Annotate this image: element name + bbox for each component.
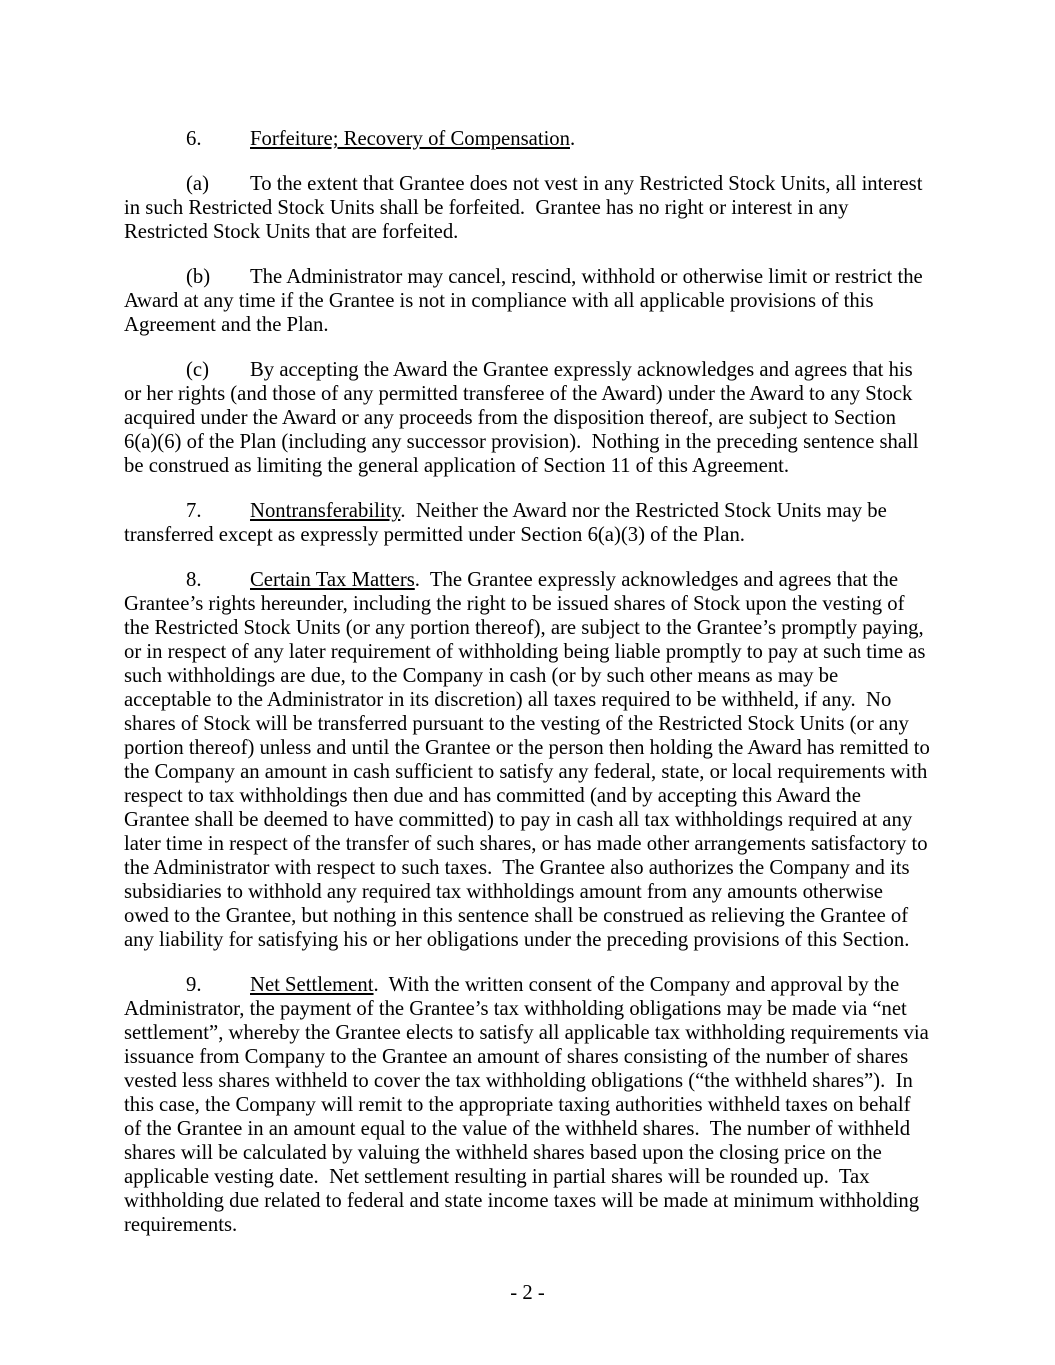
section-6-number: 6. bbox=[186, 128, 202, 150]
section-7-body: . Neither the Award nor the Restricted Stock Units may be transferred except as expressly permitted under Section 6(a)(3) of the Plan. bbox=[124, 500, 892, 546]
paragraph-6a bbox=[124, 172, 930, 244]
section-6-title-period: . bbox=[570, 128, 576, 150]
paragraph-6b-text: The Administrator may cancel, rescind, withhold or otherwise limit or restrict the Award at any time if the Grantee is not in compliance with all applicable provisions of this Agreement and the Plan. bbox=[124, 266, 927, 336]
paragraph-6c bbox=[124, 358, 930, 478]
section-7-title: Nontransferability bbox=[250, 500, 401, 522]
paragraph-6c-text: By accepting the Award the Grantee expressly acknowledges and agrees that his or her rights (and those of any permitted transferee of the Award) under the Award to any Stock acquired under the Award or any proceeds from the disposition thereof, are subject to Section 6(a)(6) of the Plan (including any successor provision). Nothing in the preceding sentence shall be construed as limiting the general application of Section 11 of this Agreement. bbox=[124, 359, 924, 477]
section-7-paragraph bbox=[124, 499, 930, 547]
section-9-paragraph bbox=[124, 973, 934, 1237]
paragraph-6a-text: To the extent that Grantee does not vest in any Restricted Stock Units, all interest in such Restricted Stock Units shall be forfeited. Grantee has no right or interest in any Restricted Stock Units that are forfeited. bbox=[124, 173, 928, 243]
section-8-paragraph bbox=[124, 568, 936, 952]
section-9-body: . With the written consent of the Company and approval by the Administrator, the payment of the Grantee’s tax withholding obligations may be made via “net settlement”, whereby the Grantee elects to satisfy all applicable tax withholding requirements via issuance from Company to the Grantee an amount of shares consisting of the number of shares vested less shares withheld to cover the tax withholding obligations (“the withheld shares”). In this case, the Company will remit to the appropriate taxing authorities withheld taxes on behalf of the Grantee in an amount equal to the value of the withheld shares. The number of withheld shares will be calculated by valuing the withheld shares based upon the closing price on the applicable vesting date. Net settlement resulting in partial shares will be rounded up. Tax withholding due related to federal and state income taxes will be made at minimum withholding requirements. bbox=[124, 974, 934, 1236]
section-6-heading bbox=[124, 127, 930, 151]
section-6-title: Forfeiture; Recovery of Compensation bbox=[250, 128, 570, 150]
paragraph-6c-label: (c) bbox=[186, 359, 209, 381]
section-7-number: 7. bbox=[186, 500, 202, 522]
section-9-number: 9. bbox=[186, 974, 202, 996]
paragraph-6b-label: (b) bbox=[186, 266, 211, 288]
section-8-number: 8. bbox=[186, 569, 202, 591]
section-8-body: . The Grantee expressly acknowledges and agrees that the Grantee’s rights hereunder, including the right to be issued shares of Stock upon the vesting of the Restricted Stock Units (or any portion thereof), are subject to the Grantee’s promptly paying, or in respect of any later requirement of withholding being liable promptly to pay at such time as such withholdings are due, to the Company in cash (or by such other means as may be acceptable to the Administrator in its discretion) all taxes required to be withheld, if any. No shares of Stock will be transferred pursuant to the vesting of the Restricted Stock Units (or any portion thereof) unless and until the Grantee or the person then holding the Award has remitted to the Company an amount in cash sufficient to satisfy any federal, state, or local requirements with respect to tax withholdings then due and has committed (and by accepting this Award the Grantee shall be deemed to have committed) to pay in cash all tax withholdings required at any later time in respect of the transfer of such shares, or has made other arrangements satisfactory to the Administrator with respect to such taxes. The Grantee also authorizes the Company and its subsidiaries to withhold any required tax withholdings amount from any amounts otherwise owed to the Grantee, but nothing in this sentence shall be construed as relieving the Grantee of any liability for satisfying his or her obligations under the preceding provisions of this Section. bbox=[124, 569, 936, 951]
paragraph-6b bbox=[124, 265, 930, 337]
section-8-title: Certain Tax Matters bbox=[250, 569, 415, 591]
page-number: - 2 - bbox=[510, 1282, 545, 1304]
paragraph-6a-label: (a) bbox=[186, 173, 209, 195]
section-9-title: Net Settlement bbox=[250, 974, 374, 996]
